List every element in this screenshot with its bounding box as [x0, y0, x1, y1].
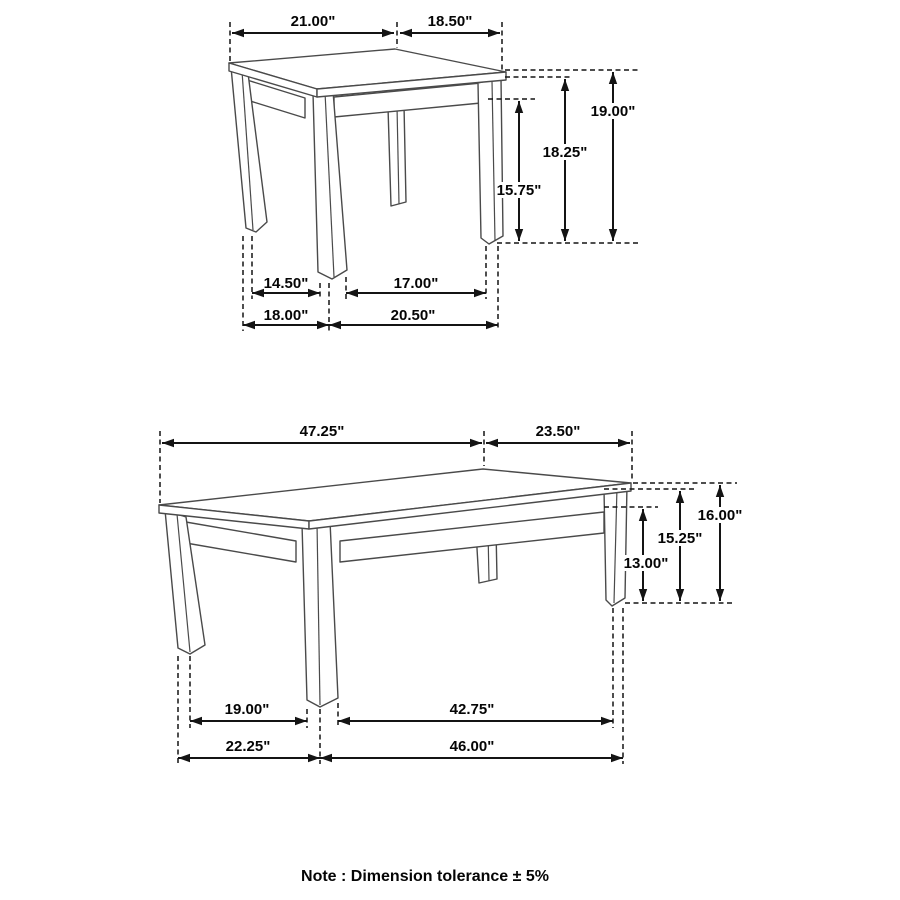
coffee-table-top-width-label: 47.25"	[299, 423, 345, 440]
coffee-table-top-depth-label: 23.50"	[535, 423, 581, 440]
coffee-table-left-apron	[180, 521, 296, 562]
end-table-top-width-label: 21.00"	[290, 13, 336, 30]
tolerance-note: Note : Dimension tolerance ± 5%	[301, 868, 549, 885]
end-table-height-below-top-label: 18.25"	[542, 144, 588, 161]
end-table-outer-span-width-label: 20.50"	[390, 307, 436, 324]
coffee-table-floor-to-apron-label: 13.00"	[623, 555, 669, 572]
coffee-table-drawing	[159, 469, 631, 707]
coffee-table-outer-span-width-label: 46.00"	[449, 738, 495, 755]
end-table-inner-span-depth-label: 14.50"	[263, 275, 309, 292]
end-table-overall-height-label: 19.00"	[590, 103, 636, 120]
end-table-outer-span-depth-label: 18.00"	[263, 307, 309, 324]
coffee-table-inner-span-width-label: 42.75"	[449, 701, 495, 718]
end-table-top-depth-label: 18.50"	[427, 13, 473, 30]
end-table-drawing	[229, 49, 506, 279]
coffee-table-overall-height-label: 16.00"	[697, 507, 743, 524]
coffee-table-inner-span-depth-label: 19.00"	[224, 701, 270, 718]
end-table-right-leg	[478, 78, 503, 244]
coffee-table-height-below-top-label: 15.25"	[657, 530, 703, 547]
end-table-floor-to-apron-label: 15.75"	[496, 182, 542, 199]
end-table-diagram	[229, 13, 640, 331]
coffee-table-diagram	[159, 423, 744, 764]
end-table-inner-span-width-label: 17.00"	[393, 275, 439, 292]
coffee-table-outer-span-depth-label: 22.25"	[225, 738, 271, 755]
